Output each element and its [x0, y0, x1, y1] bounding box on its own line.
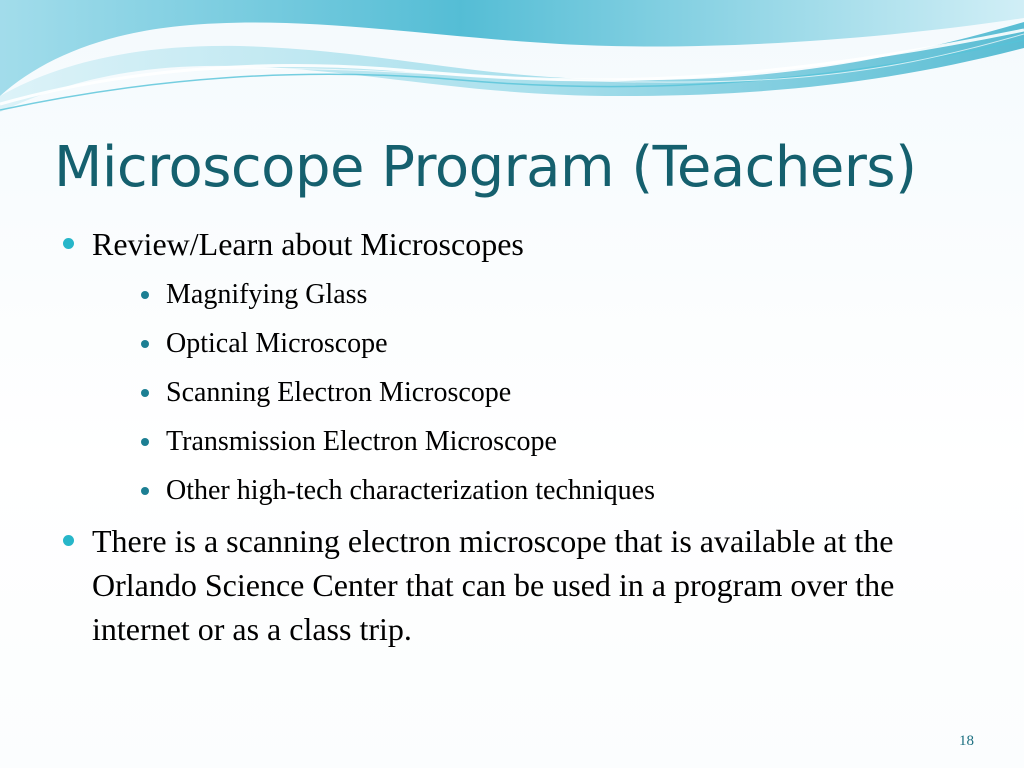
- sub-bullet-dot-icon: [141, 389, 149, 397]
- sub-bullet-dot-icon: [141, 340, 149, 348]
- bullet-list: [60, 222, 960, 651]
- sub-bullet-item: [92, 417, 960, 466]
- sub-bullet-item: [92, 319, 960, 368]
- sub-bullet-text: Transmission Electron Microscope: [166, 426, 557, 457]
- sub-bullet-item: [92, 270, 960, 319]
- bullet-dot-icon: [63, 238, 74, 249]
- wave-header-decoration: [0, 0, 1024, 130]
- sub-bullet-text: Optical Microscope: [166, 328, 388, 359]
- sub-bullet-dot-icon: [141, 291, 149, 299]
- sub-bullet-text: Other high-tech characterization techniques: [166, 475, 655, 506]
- sub-bullet-dot-icon: [141, 487, 149, 495]
- sub-bullet-text: Scanning Electron Microscope: [166, 377, 512, 408]
- bullet-text: There is a scanning electron microscope that is available at the Orlando Science Center that can be used in a program over the internet or as a class trip.: [92, 523, 895, 647]
- bullet-item: [60, 519, 960, 651]
- bullet-dot-icon: [63, 535, 74, 546]
- sub-bullet-item: [92, 466, 960, 515]
- sub-bullet-text: Magnifying Glass: [166, 279, 368, 310]
- sub-bullet-dot-icon: [141, 438, 149, 446]
- bullet-text: Review/Learn about Microscopes: [92, 226, 524, 262]
- bullet-item: [60, 222, 960, 515]
- page-number: 18: [959, 733, 974, 749]
- sub-bullet-item: [92, 368, 960, 417]
- sub-bullet-list: [92, 270, 960, 515]
- slide-title: Microscope Program (Teachers): [54, 135, 917, 200]
